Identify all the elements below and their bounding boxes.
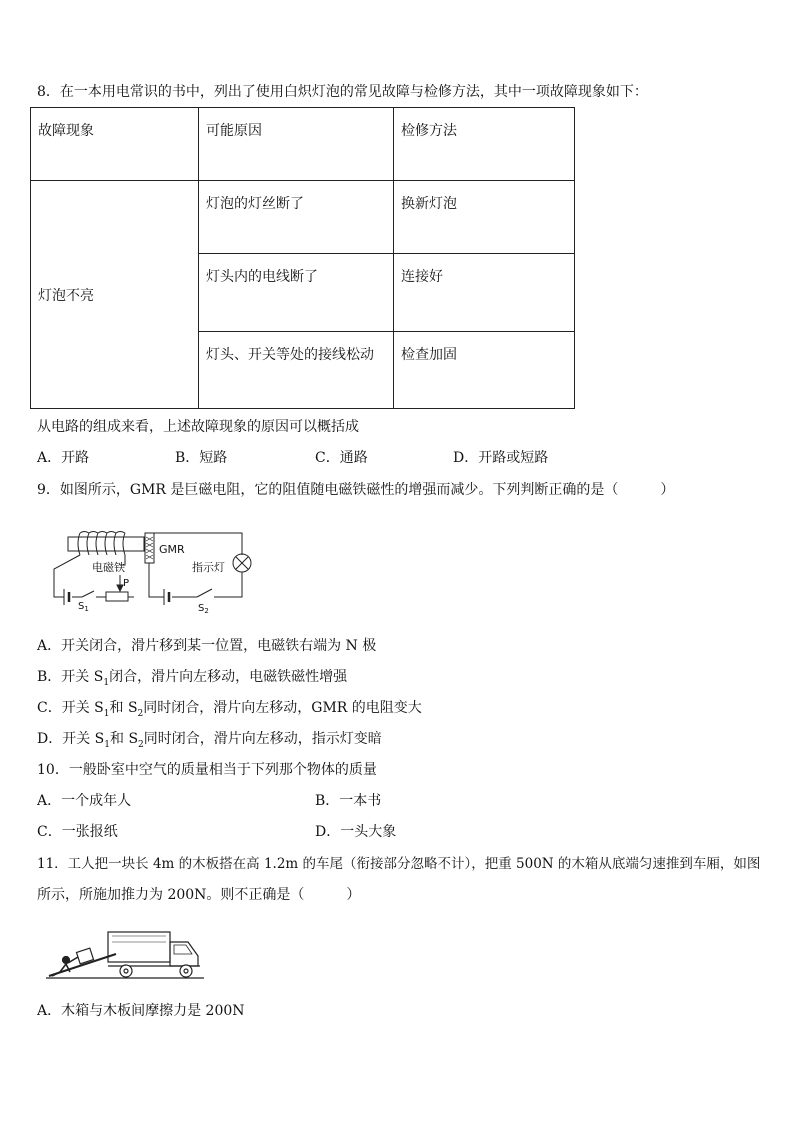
label-p: P [123, 578, 130, 589]
q9-stem: 9．如图所示，GMR 是巨磁电阻，它的阻值随电磁铁磁性的增强而减少。下列判断正确的是（ ） [37, 482, 675, 498]
cause-cell: 灯头、开关等处的接线松动 [199, 332, 394, 409]
q11-stem-line1: 11．工人把一块长 4m 的木板搭在高 1.2m 的车尾（衔接部分忽略不计），把重 500N 的木箱从底端匀速推到车厢，如图 [37, 856, 761, 872]
q11-stem-line2: 所示，所施加推力为 200N。则不正确是（ ） [37, 887, 361, 903]
q9-option-b[interactable]: B．开关 $S_1$闭合，滑片向左移动，电磁铁磁性增强 [37, 669, 348, 688]
electromagnet-core [68, 537, 144, 551]
table-header-row [31, 108, 575, 181]
label-electromagnet: 电磁铁 [92, 561, 125, 574]
q9-option-d[interactable]: D．开关 $S_1$和 $S_2$同时闭合，滑片向左移动，指示灯变暗 [37, 731, 382, 750]
label-gmr: GMR [159, 543, 185, 556]
q8-stem: 8．在一本用电常识的书中，列出了使用白炽灯泡的常见故障与检修方法，其中一项故障现象如下： [37, 84, 648, 100]
q8-option-a[interactable]: A．开路 [37, 450, 90, 466]
label-lamp: 指示灯 [192, 561, 225, 574]
q8-option-d[interactable]: D．开路或短路 [453, 450, 549, 466]
phenomenon-cell: 灯泡不亮 [31, 181, 199, 409]
cause-cell: 灯泡的灯丝断了 [199, 181, 394, 254]
label-s2: $S_2$ [198, 603, 209, 615]
q9-option-c[interactable]: C．开关 $S_1$和 $S_2$同时闭合，滑片向左移动，GMR 的电阻变大 [37, 700, 422, 719]
header-method: 检修方法 [394, 108, 575, 181]
truck-ramp-figure [44, 920, 209, 985]
q11-option-a[interactable]: A．木箱与木板间摩擦力是 200N [37, 1003, 245, 1019]
q8-option-c[interactable]: C．通路 [315, 450, 368, 466]
method-cell: 换新灯泡 [394, 181, 575, 254]
table-row [31, 181, 575, 254]
q10-option-d[interactable]: D．一头大象 [315, 824, 397, 840]
rheostat [106, 592, 128, 601]
q10-option-c[interactable]: C．一张报纸 [37, 824, 118, 840]
q10-option-a[interactable]: A．一个成年人 [37, 793, 132, 809]
header-phenomenon: 故障现象 [31, 108, 199, 181]
truck-bed [108, 932, 170, 962]
label-s1: $S_1$ [78, 601, 89, 613]
q8-option-b[interactable]: B．短路 [175, 450, 228, 466]
header-cause: 可能原因 [199, 108, 394, 181]
fault-table [30, 107, 575, 409]
cause-cell: 灯头内的电线断了 [199, 254, 394, 332]
q10-option-b[interactable]: B．一本书 [315, 793, 382, 809]
circuit-figure [42, 527, 262, 615]
q9-option-a[interactable]: A．开关闭合，滑片移到某一位置，电磁铁右端为 N 极 [37, 638, 377, 654]
q8-followup: 从电路的组成来看，上述故障现象的原因可以概括成 [37, 419, 359, 435]
q10-stem: 10．一般卧室中空气的质量相当于下列那个物体的质量 [37, 762, 377, 778]
method-cell: 检查加固 [394, 332, 575, 409]
method-cell: 连接好 [394, 254, 575, 332]
